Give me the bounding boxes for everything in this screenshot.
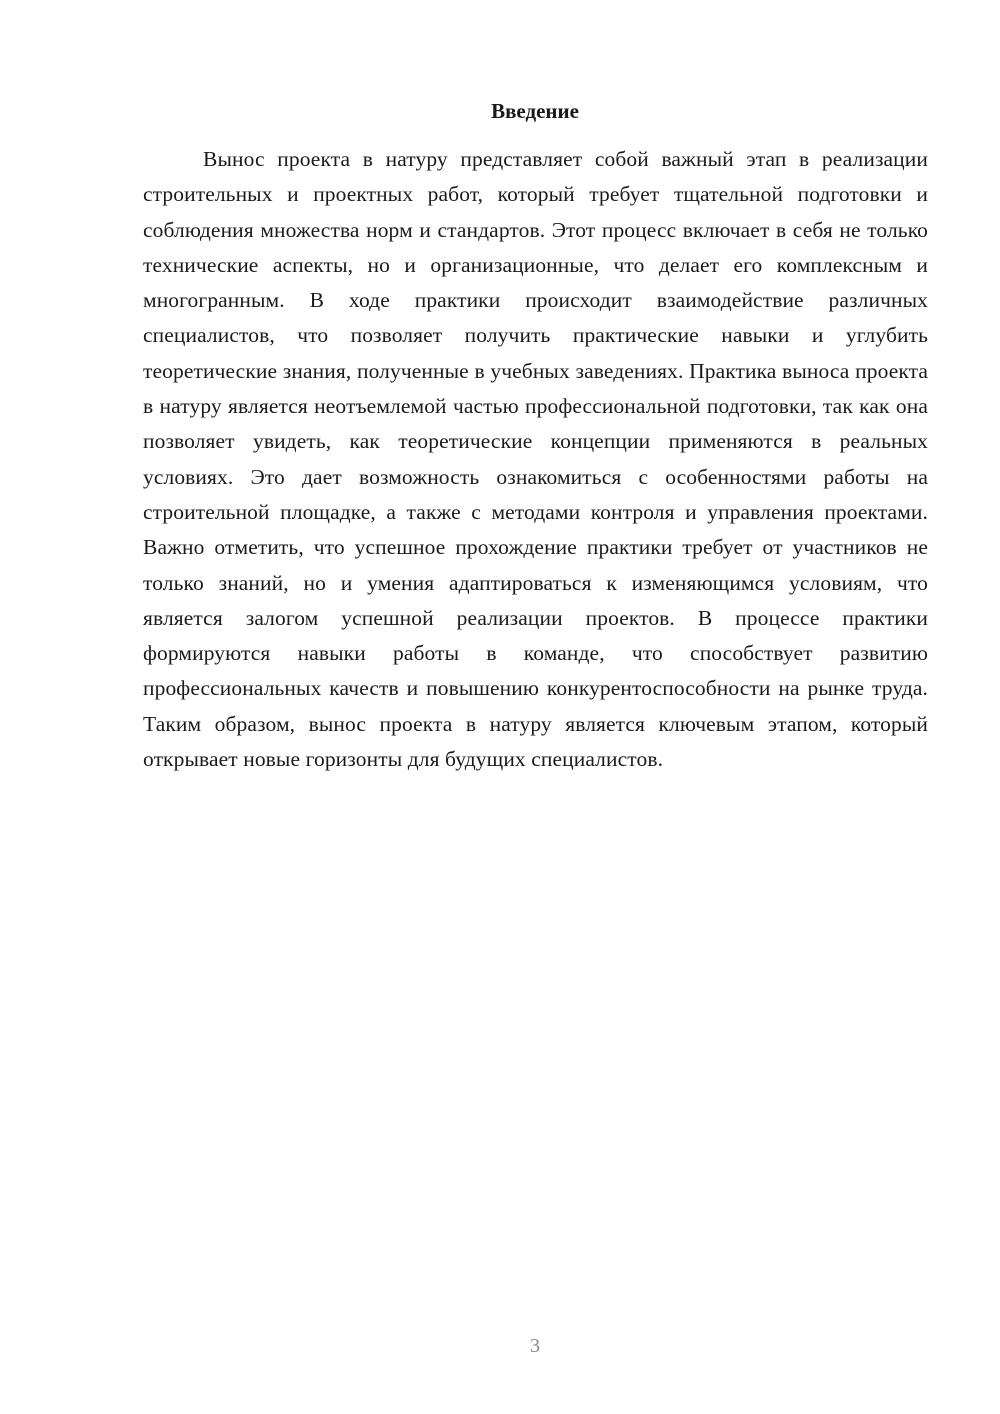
body-paragraph: Вынос проекта в натуру представляет собой важный этап в реализации строительных и проектных работ, который требует тщательной подготовки и соблюдения множества норм и стандартов. Этот процесс включает в себя не только технические аспекты, но и организационные, что делает его комплексным и многогранным. В ходе практики происходит взаимодействие различных специалистов, что позволяет получить практические навыки и углубить теоретические знания, полученные в учебных заведениях. Практика выноса проекта в натуру является неотъемлемой частью профессиональной подготовки, так как она позволяет увидеть, как теоретические концепции применяются в реальных условиях. Это дает возможность ознакомиться с особенностями работы на строительной площадке, а также с методами контроля и управления проектами. Важно отметить, что успешное прохождение практики требует от участников не только знаний, но и умения адаптироваться к изменяющимся условиям, что является залогом успешной реализации проектов. В процессе практики формируются навыки работы в команде, что способствует развитию профессиональных качеств и повышению конкурентоспособности на рынке труда. Таким образом, вынос проекта в натуру является ключевым этапом, который открывает новые горизонты для будущих специалистов. [143, 147, 928, 772]
page-number: 3 [530, 1335, 540, 1357]
section-heading: Введение [491, 99, 579, 123]
